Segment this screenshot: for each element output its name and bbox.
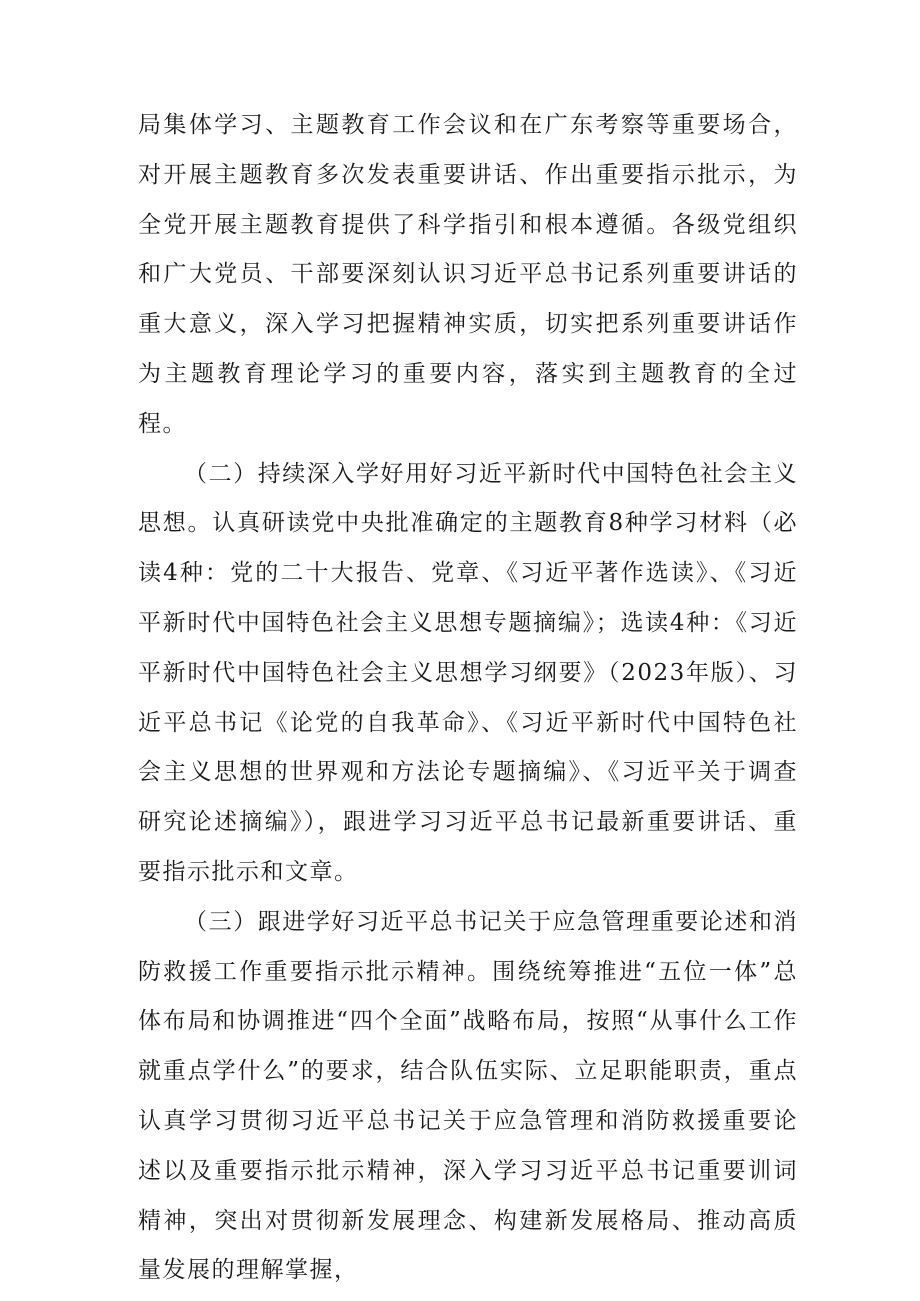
- document-body: [138, 101, 798, 1296]
- paragraph-section-3: （三）跟进学好习近平总书记关于应急管理重要论述和消防救援工作重要指示批示精神。围绕统筹推进“五位一体”总体布局和协调推进“四个全面”战略布局，按照“从事什么工作就重点学什么”的要求，结合队伍实际、立足职能职责，重点认真学习贯彻习近平总书记关于应急管理和消防救援重要论述以及重要指示批示精神，深入学习习近平总书记重要训词精神，突出对贯彻新发展理念、构建新发展格局、推动高质量发展的理解掌握，: [138, 908, 798, 1284]
- paragraph-continuation: 局集体学习、主题教育工作会议和在广东考察等重要场合，对开展主题教育多次发表重要讲话、作出重要指示批示，为全党开展主题教育提供了科学指引和根本遵循。各级党组织和广大党员、干部要深刻认识习近平总书记系列重要讲话的重大意义，深入学习把握精神实质，切实把系列重要讲话作为主题教育理论学习的重要内容，落实到主题教育的全过程。: [138, 112, 798, 437]
- paragraph-section-2: （二）持续深入学好用好习近平新时代中国特色社会主义思想。认真研读党中央批准确定的主题教育8种学习材料（必读4种：党的二十大报告、党章、《习近平著作选读》、《习近平新时代中国特色社会主义思想专题摘编》；选读4种：《习近平新时代中国特色社会主义思想学习纲要》（2023年版）、习近平总书记《论党的自我革命》、《习近平新时代中国特色社会主义思想的世界观和方法论专题摘编》、《习近平关于调查研究论述摘编》），跟进学习习近平总书记最新重要讲话、重要指示批示和文章。: [138, 460, 798, 885]
